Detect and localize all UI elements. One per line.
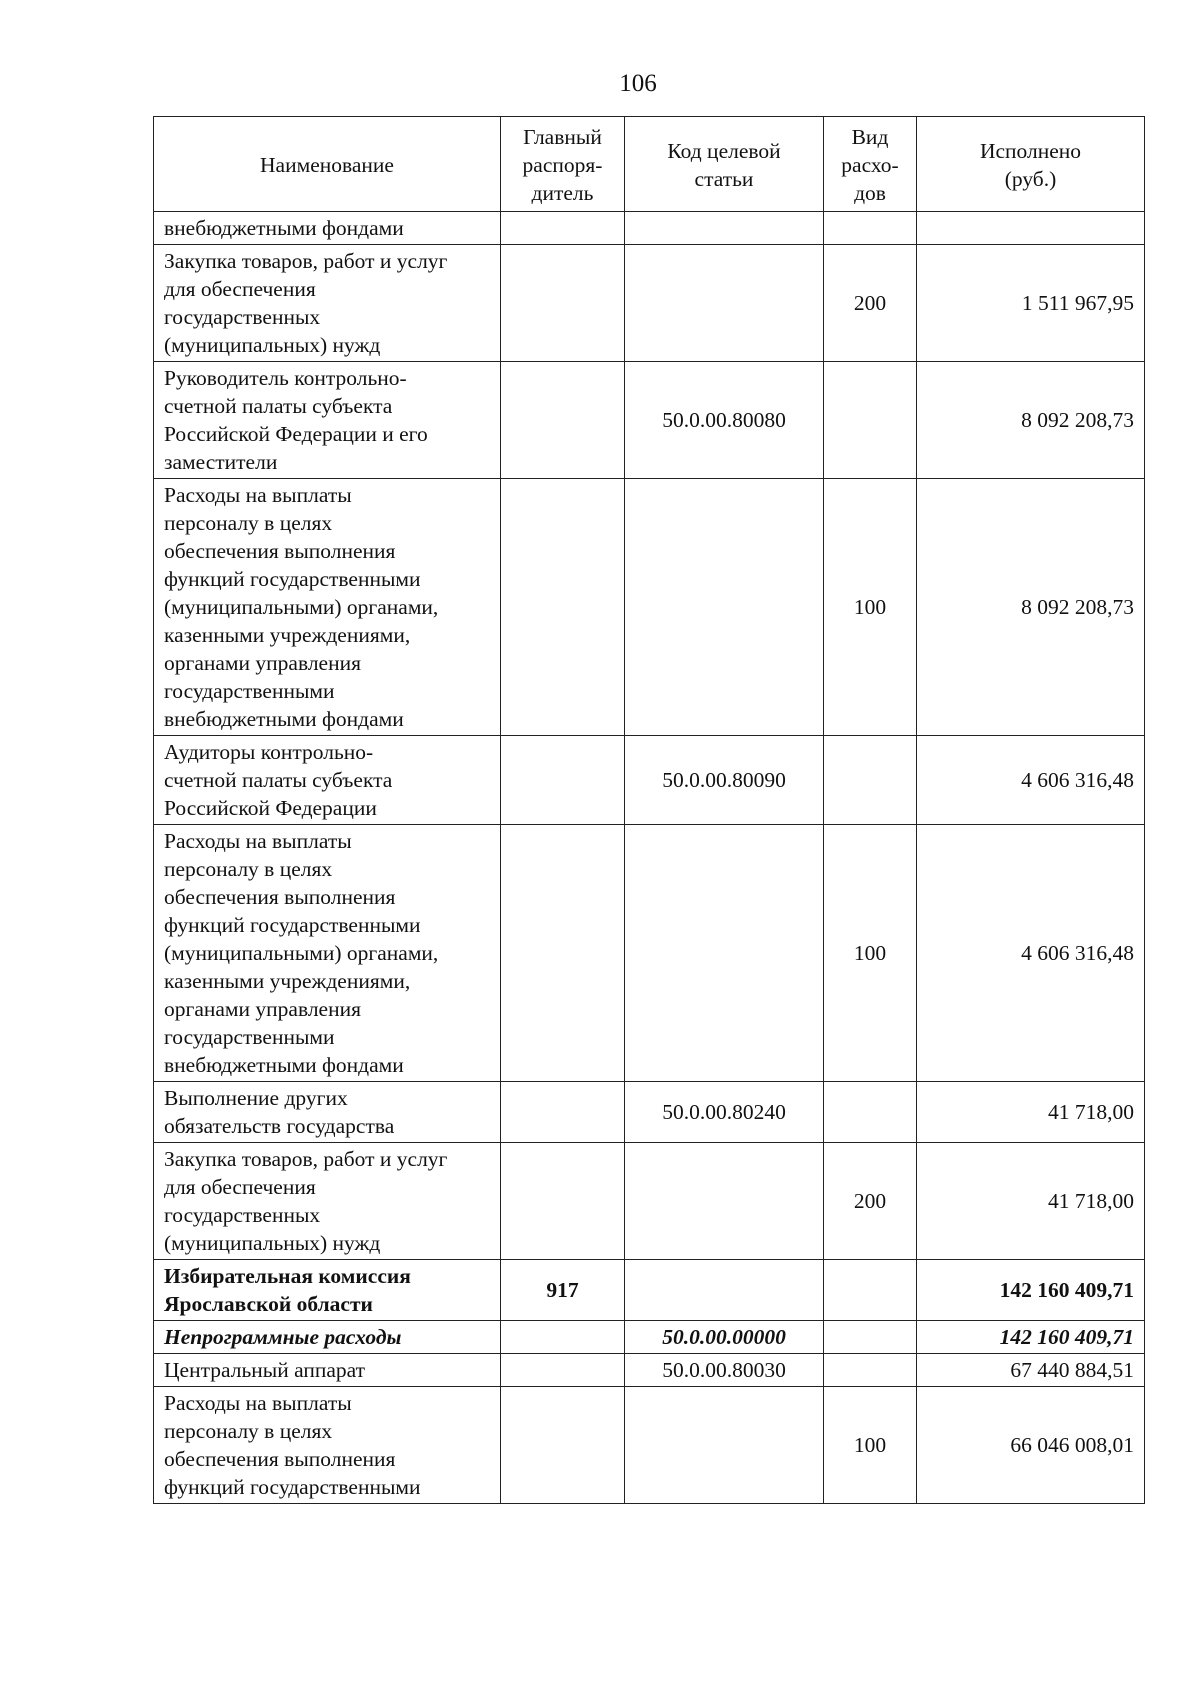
cell-done-text: 8 092 208,73: [1021, 595, 1134, 619]
table-row: [154, 736, 1145, 825]
cell-kind-text: 200: [853, 291, 887, 315]
cell-chief: [501, 1321, 625, 1354]
cell-name: [154, 362, 501, 479]
header-kind-label: Вид расхо- дов: [841, 125, 899, 205]
table-body: [154, 212, 1145, 1504]
cell-name-text: Закупка товаров, работ и услуг для обеспечения государственных (муниципальных) нужд: [164, 1147, 448, 1255]
cell-chief: [501, 1260, 625, 1321]
cell-name-text: Расходы на выплаты персоналу в целях обеспечения выполнения функций государственными (муниципальными) органами, казенными учреждениями, органами управления государственными внебюджетными фондами: [164, 829, 439, 1077]
table-row: [154, 1387, 1145, 1504]
cell-name: [154, 1143, 501, 1260]
cell-name: [154, 212, 501, 245]
cell-done: [917, 245, 1145, 362]
cell-done-text: 4 606 316,48: [1021, 768, 1134, 792]
cell-name-text: Аудиторы контрольно- счетной палаты субъекта Российской Федерации: [164, 740, 393, 820]
cell-name-text: Руководитель контрольно- счетной палаты субъекта Российской Федерации и его заместители: [164, 366, 428, 474]
cell-name: [154, 825, 501, 1082]
header-chief-label: Главный распоря- дитель: [522, 125, 603, 205]
cell-done-text: 66 046 008,01: [1010, 1433, 1134, 1457]
cell-code: [625, 212, 824, 245]
header-name-label: Наименование: [260, 153, 394, 177]
cell-code: [625, 1387, 824, 1504]
cell-done: [917, 212, 1145, 245]
cell-done: [917, 825, 1145, 1082]
cell-done-text: 4 606 316,48: [1021, 941, 1134, 965]
cell-chief: [501, 212, 625, 245]
cell-done-text: 67 440 884,51: [1010, 1358, 1134, 1382]
cell-done-text: 142 160 409,71: [999, 1278, 1134, 1302]
table-row: [154, 1321, 1145, 1354]
table-row: [154, 825, 1145, 1082]
cell-done: [917, 1354, 1145, 1387]
cell-kind: [824, 1260, 917, 1321]
cell-kind: [824, 1143, 917, 1260]
cell-name-text: Расходы на выплаты персоналу в целях обеспечения выполнения функций государственными: [164, 1391, 421, 1499]
table-header: [154, 117, 1145, 212]
cell-code: [625, 825, 824, 1082]
cell-code-text: 50.0.00.80090: [662, 768, 786, 792]
header-code: [625, 117, 824, 212]
table-row: [154, 1260, 1145, 1321]
cell-kind-text: 100: [853, 941, 887, 965]
cell-done: [917, 1260, 1145, 1321]
table-row: [154, 1143, 1145, 1260]
cell-name-text: Выполнение других обязательств государства: [164, 1086, 395, 1138]
cell-chief: [501, 825, 625, 1082]
cell-name: [154, 736, 501, 825]
table-row: [154, 212, 1145, 245]
cell-done: [917, 736, 1145, 825]
cell-done: [917, 1082, 1145, 1143]
table-row: [154, 1354, 1145, 1387]
page-number: 106: [619, 70, 657, 97]
cell-name-text: Избирательная комиссия Ярославской области: [164, 1264, 411, 1316]
cell-done: [917, 479, 1145, 736]
cell-code: [625, 479, 824, 736]
cell-chief-text: 917: [546, 1278, 579, 1302]
cell-name-text: внебюджетными фондами: [164, 216, 404, 240]
cell-kind: [824, 479, 917, 736]
cell-name-text: Центральный аппарат: [164, 1358, 366, 1382]
cell-kind: [824, 736, 917, 825]
cell-kind: [824, 212, 917, 245]
cell-chief: [501, 479, 625, 736]
cell-name: [154, 1321, 501, 1354]
cell-name: [154, 245, 501, 362]
cell-kind: [824, 362, 917, 479]
header-done-label: Исполнено (руб.): [979, 139, 1082, 191]
cell-done: [917, 1143, 1145, 1260]
cell-done-text: 142 160 409,71: [999, 1325, 1134, 1349]
cell-code-text: 50.0.00.80080: [662, 408, 786, 432]
cell-done-text: 41 718,00: [1048, 1100, 1134, 1124]
cell-done-text: 8 092 208,73: [1021, 408, 1134, 432]
cell-code-text: 50.0.00.80240: [662, 1100, 786, 1124]
table-row: [154, 362, 1145, 479]
cell-kind: [824, 1387, 917, 1504]
cell-name: [154, 479, 501, 736]
cell-chief: [501, 1354, 625, 1387]
cell-name-text: Закупка товаров, работ и услуг для обеспечения государственных (муниципальных) нужд: [164, 249, 448, 357]
header-kind: [824, 117, 917, 212]
cell-kind: [824, 1082, 917, 1143]
cell-kind: [824, 1321, 917, 1354]
cell-done-text: 41 718,00: [1048, 1189, 1134, 1213]
cell-code: [625, 1321, 824, 1354]
cell-done: [917, 1387, 1145, 1504]
cell-code: [625, 1260, 824, 1321]
cell-done-text: 1 511 967,95: [1021, 291, 1134, 315]
cell-kind-text: 200: [853, 1189, 887, 1213]
table-row: [154, 479, 1145, 736]
cell-code: [625, 1143, 824, 1260]
cell-kind: [824, 245, 917, 362]
table-row: [154, 245, 1145, 362]
expenditure-table: [153, 116, 1145, 1504]
header-code-label: Код целевой статьи: [667, 139, 781, 191]
cell-name-text: Непрограммные расходы: [164, 1325, 402, 1349]
cell-chief: [501, 1082, 625, 1143]
cell-chief: [501, 1143, 625, 1260]
cell-name-text: Расходы на выплаты персоналу в целях обеспечения выполнения функций государственными (муниципальными) органами, казенными учреждениями, органами управления государственными внебюджетными фондами: [164, 483, 439, 731]
cell-code-text: 50.0.00.80030: [662, 1358, 786, 1382]
cell-kind: [824, 1354, 917, 1387]
cell-code: [625, 1082, 824, 1143]
cell-code-text: 50.0.00.00000: [662, 1325, 786, 1349]
cell-name: [154, 1354, 501, 1387]
cell-name: [154, 1260, 501, 1321]
cell-kind: [824, 825, 917, 1082]
header-chief: [501, 117, 625, 212]
cell-name: [154, 1387, 501, 1504]
cell-chief: [501, 245, 625, 362]
header-row: [154, 117, 1145, 212]
cell-kind-text: 100: [853, 1433, 887, 1457]
cell-done: [917, 1321, 1145, 1354]
cell-code: [625, 362, 824, 479]
cell-code: [625, 736, 824, 825]
cell-code: [625, 1354, 824, 1387]
header-done: [917, 117, 1145, 212]
table-row: [154, 1082, 1145, 1143]
header-name: [154, 117, 501, 212]
cell-chief: [501, 736, 625, 825]
cell-kind-text: 100: [853, 595, 887, 619]
cell-chief: [501, 362, 625, 479]
cell-done: [917, 362, 1145, 479]
cell-chief: [501, 1387, 625, 1504]
cell-code: [625, 245, 824, 362]
cell-name: [154, 1082, 501, 1143]
